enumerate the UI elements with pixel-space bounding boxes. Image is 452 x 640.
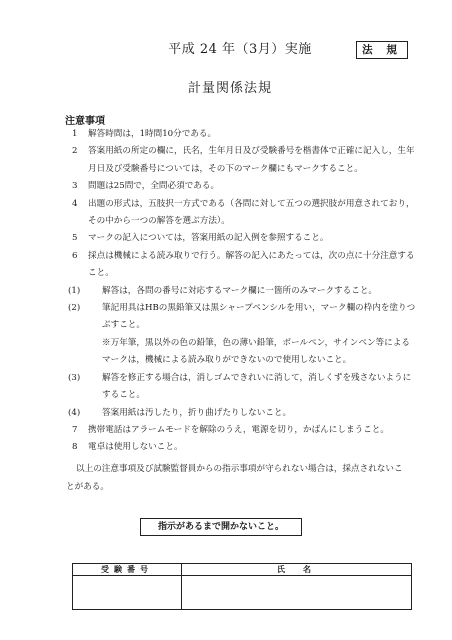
subitem-number: (1) [68,285,81,296]
notes-list [66,126,416,457]
page-title: 計量関係法規 [187,81,272,96]
exam-number-header: 受験番号 [73,564,182,576]
note-number: 3 [72,181,78,192]
note-item [66,439,416,456]
note-item [66,126,416,143]
note-number: 2 [72,146,78,157]
do-not-open-instruction: 指示があるまで開かないこと。 [140,518,302,536]
note-number: 5 [72,233,78,244]
name-field[interactable] [182,576,412,610]
note-subitem [66,405,416,422]
note-text: 電卓は使用しないこと。 [88,442,183,453]
examinee-info-table [72,563,412,610]
note-item [66,422,416,439]
note-text: 携帯電話はアラームモードを解除のうえ，電源を切り，かばんにしまうこと。 [88,424,389,435]
note-number: 4 [72,198,78,209]
note-text: 問題は25問で，全問必須である。 [88,181,220,192]
subitem-number: (2) [68,303,81,314]
note-item [66,196,416,231]
notes-heading: 注意事項 [65,116,105,127]
note-text: 答案用紙の所定の欄に，氏名，生年月日及び受験番号を楷書体で正確に記入し，生年月日及び受験番号については，その下のマーク欄にもマークすること。 [88,146,415,174]
exam-number-field[interactable] [73,576,182,610]
note-text: 解答時間は，1時間10分である。 [88,129,217,139]
note-text: マークの記入については，答案用紙の記入例を参照すること。 [88,233,329,244]
pencil-warning-note: ※万年筆，黒以外の色の鉛筆，色の薄い鉛筆，ボールペン，サインペン等によるマークは，機械による読み取りができないので使用しないこと。 [102,337,410,366]
name-header: 氏 名 [182,564,412,576]
exam-session: 平成 24 年（3月）実施 [168,42,312,57]
note-number: 7 [72,424,78,435]
note-text: 出題の形式は，五肢択一方式である（各問に対して五つの選択肢が用意されており，その中から一つの解答を選ぶ方法）。 [88,198,415,227]
note-item [66,230,416,247]
note-item [66,143,416,178]
subitem-text: 解答は，各問の番号に対応するマーク欄に一箇所のみマークすること。 [102,285,378,296]
note-subitem [66,300,416,335]
note-item [66,178,416,195]
closing-paragraph: 以上の注意事項及び試験監督員からの指示事項が守られない場合は，採点されないことがある。 [66,464,403,492]
note-subitem [66,370,416,405]
note-subitem [66,283,416,300]
subitem-number: (3) [68,372,81,383]
note-text: 採点は機械による読み取りで行う。解答の記入にあたっては，次の点に十分注意すること。 [88,250,415,279]
note-number: 6 [72,250,78,261]
subitem-text: 答案用紙は汚したり，折り曲げたりしないこと。 [102,407,292,418]
subitem-number: (4) [68,407,81,418]
note-item [66,248,416,283]
note-number: 1 [72,129,78,139]
subitem-text: 筆記用具はHBの黒鉛筆又は黒シャープペンシルを用い，マーク欄の枠内を塗りつぶすこと。 [102,303,416,331]
subject-badge: 法 規 [356,41,408,59]
subitem-text: 解答を修正する場合は，消しゴムできれいに消して，消しくずを残さないようにすること。 [102,372,412,401]
note-number: 8 [72,442,78,453]
